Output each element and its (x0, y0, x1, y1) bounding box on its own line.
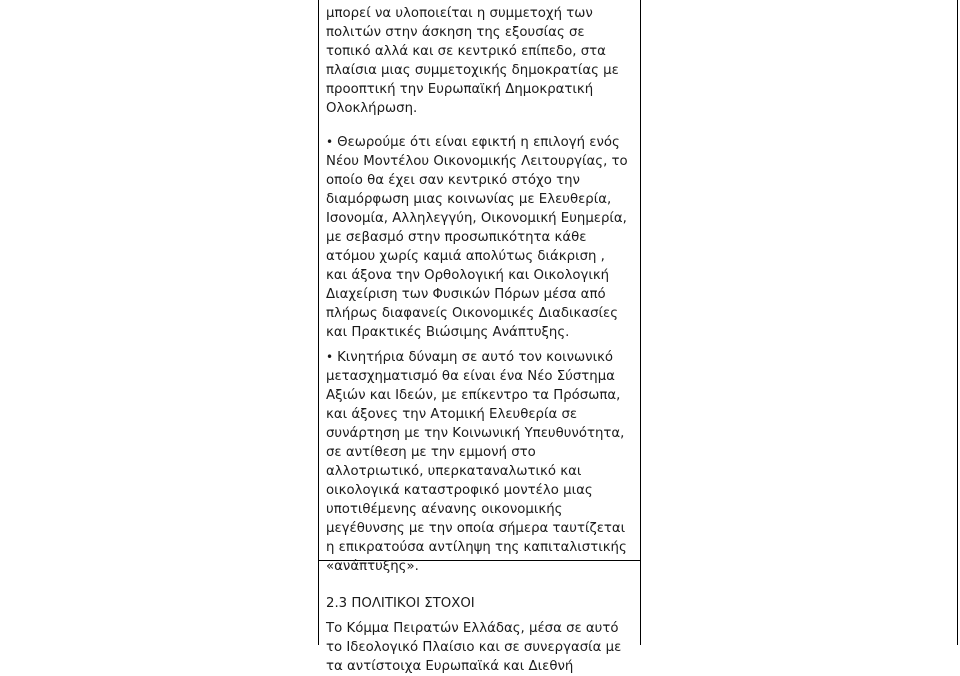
bullet1-line: και Πρακτικές Βιώσιμης Ανάπτυξης. (326, 325, 570, 340)
bullet2-line: συνάρτηση με την Κοινωνική Υπευθυνότητα, (326, 426, 625, 441)
bullet1-line: ατόμου χωρίς καμιά απολύτως διάκριση , (326, 249, 605, 264)
bullet-icon: • (326, 135, 334, 149)
closing-line: Το Κόμμα Πειρατών Ελλάδας, μέσα σε αυτό (326, 621, 619, 636)
intro-line: πολιτών στην άσκηση της εξουσίας σε (326, 25, 585, 40)
bullet2-line: υποτιθέμενης αένανης οικονομικής (326, 502, 563, 517)
document-text-cell (326, 4, 638, 676)
bullet1-line: Ισονομία, Αλληλεγγύη, Οικονομική Ευημερία, (326, 211, 627, 226)
section-heading: 2.3 ΠΟΛΙΤΙΚΟΙ ΣΤΟΧΟΙ (326, 596, 475, 611)
bullet2-line: και άξονες την Ατομική Ελευθερία σε (326, 407, 578, 422)
bullet1-line: Διαχείριση των Φυσικών Πόρων μέσα από (326, 287, 606, 302)
bullet-paragraph-2 (326, 348, 638, 576)
bullet2-line: Αξιών και Ιδεών, με επίκεντρο τα Πρόσωπα, (326, 388, 621, 403)
bullet2-line: Κινητήρια δύναμη σε αυτό τον κοινωνικό (337, 350, 614, 365)
table-right-border (957, 0, 958, 645)
bullet2-line: οικολογικά καταστροφικό μοντέλο μιας (326, 483, 593, 498)
bullet1-line: Θεωρούμε ότι είναι εφικτή η επιλογή ενός (337, 135, 620, 150)
bullet1-line: με σεβασμό στην προσωπικότητα κάθε (326, 230, 587, 245)
closing-line: το Ιδεολογικό Πλαίσιο και σε συνεργασία με (326, 640, 622, 655)
bullet-icon: • (326, 350, 334, 364)
intro-line: μπορεί να υλοποιείται η συμμετοχή των (326, 6, 593, 21)
bullet1-line: και άξονα την Ορθολογική και Οικολογική (326, 268, 610, 283)
intro-line: τοπικό αλλά και σε κεντρικό επίπεδο, στα (326, 44, 606, 59)
bullet1-line: πλήρως διαφανείς Οικονομικές Διαδικασίες (326, 306, 619, 321)
bullet2-line: μετασχηματισμό θα είναι ένα Νέο Σύστημα (326, 369, 615, 384)
bullet1-line: Νέου Μοντέλου Οικονομικής Λειτουργίας, το (326, 154, 628, 169)
bullet2-line: αλλοτριωτικό, υπερκαταναλωτικό και (326, 464, 582, 479)
table-middle-border (640, 0, 641, 645)
bullet1-line: διαμόρφωση μιας κοινωνίας με Ελευθερία, (326, 192, 612, 207)
closing-line: τα αντίστοιχα Ευρωπαϊκά και Διεθνή (326, 659, 574, 674)
bullet2-line: «ανάπτυξης». (326, 559, 419, 574)
bullet-paragraph-1 (326, 133, 638, 342)
intro-line: πλαίσια μιας συμμετοχικής δημοκρατίας με (326, 63, 619, 78)
bullet2-line: η επικρατούσα αντίληψη της καπιταλιστικής (326, 540, 627, 555)
intro-line: προοπτική την Ευρωπαϊκή Δημοκρατική (326, 82, 594, 97)
intro-paragraph (326, 4, 638, 118)
bullet2-line: σε αντίθεση με την εμμονή στο (326, 445, 536, 460)
bullet1-line: οποίο θα έχει σαν κεντρικό στόχο την (326, 173, 580, 188)
intro-line: Ολοκλήρωση. (326, 101, 418, 116)
bullet2-line: μεγέθυνσης με την οποία σήμερα ταυτίζεται (326, 521, 626, 536)
closing-paragraph (326, 619, 638, 676)
table-left-border (318, 0, 319, 645)
